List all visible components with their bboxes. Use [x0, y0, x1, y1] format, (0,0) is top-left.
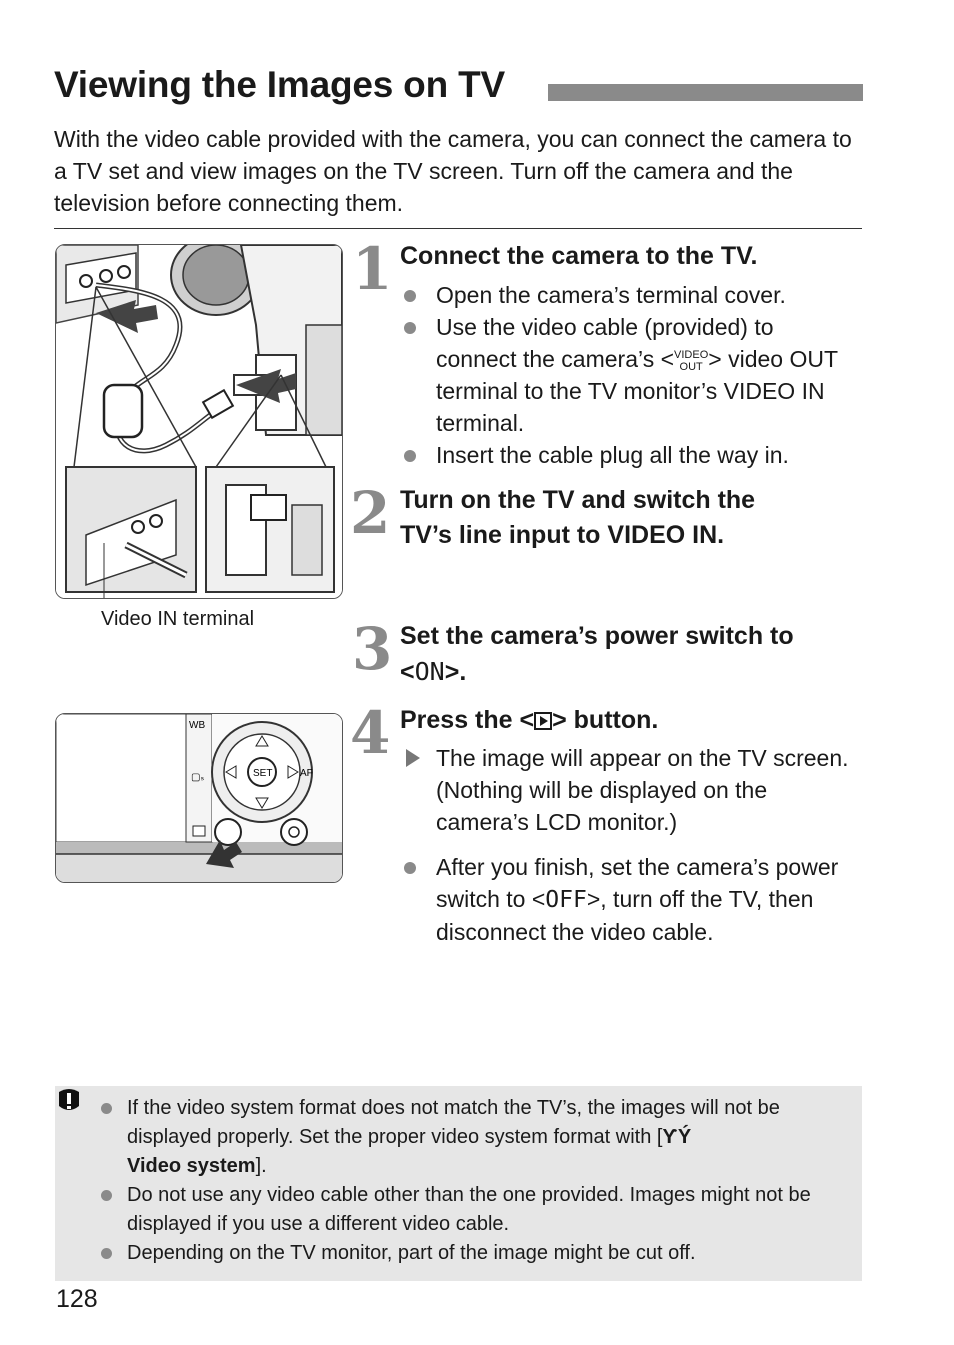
caution-icon [55, 1088, 83, 1116]
step-result: The image will appear on the TV screen. (Nothing will be displayed on the camera’s LCD monitor.) [436, 745, 849, 835]
step-heading: Set the camera’s power switch to [400, 622, 794, 650]
setup-menu-icon: ƳÝ [662, 1126, 692, 1148]
step-item [436, 311, 856, 439]
bullet [101, 1190, 112, 1201]
page-number: 128 [56, 1285, 98, 1313]
step-item-text: Use the video cable (provided) to connect the camera’s < [436, 314, 774, 372]
svg-text:SET: SET [253, 768, 273, 779]
step-number: 3 [352, 615, 393, 683]
step-heading: <ON>. [400, 657, 467, 686]
camera-back-illustration [55, 713, 343, 883]
section-divider [54, 228, 862, 229]
step-heading: Turn on the TV and switch the [400, 486, 756, 514]
svg-text:▢ₛ: ▢ₛ [191, 772, 205, 783]
note-item: If the video system format does not match the TV’s, the images will not be displayed properly. Set the proper video system format with [ƳÝ Video system]. [127, 1097, 780, 1177]
bullet [404, 450, 416, 462]
step-heading: Press the < > button. [400, 706, 659, 734]
power-on-label: ON [414, 657, 445, 686]
intro-text: With the video cable provided with the camera, you can connect the camera to a TV set and view images on the TV screen. Turn off the camera and the television before connecting them. [54, 126, 852, 216]
step-number: 4 [350, 699, 391, 767]
result-arrow-icon [406, 749, 420, 767]
step-heading: Connect the camera to the TV. [400, 242, 758, 270]
title-rule [548, 84, 863, 101]
svg-text:AF: AF [300, 768, 313, 779]
bullet [404, 322, 416, 334]
note-item: Depending on the TV monitor, part of the image might be cut off. [127, 1242, 696, 1264]
step-number: 2 [350, 479, 391, 547]
note-menu-item: Video system [127, 1155, 256, 1177]
video-out-icon: VIDEO OUT [674, 348, 709, 373]
power-off-label: OFF [545, 887, 587, 913]
bullet [101, 1248, 112, 1259]
connection-illustration [55, 244, 343, 599]
step-heading: TV’s line input to VIDEO IN. [400, 521, 725, 549]
step-number: 1 [352, 235, 393, 303]
step-item: Insert the cable plug all the way in. [436, 442, 789, 468]
step-item: After you finish, set the camera’s power switch to <OFF>, turn off the TV, then disconnect the video cable. [436, 854, 839, 945]
bullet [404, 290, 416, 302]
step-item: Open the camera’s terminal cover. [436, 282, 786, 308]
bullet [101, 1103, 112, 1114]
svg-text:WB: WB [189, 720, 206, 731]
playback-icon [534, 712, 552, 730]
step-item-text: > video OUT terminal to the TV monitor’s VIDEO IN terminal. [436, 346, 838, 436]
bullet [404, 862, 416, 874]
figure-caption: Video IN terminal [101, 608, 255, 630]
page-title: Viewing the Images on TV [54, 64, 505, 105]
note-item: Do not use any video cable other than the one provided. Images might not be displayed if you use a different video cable. [127, 1184, 811, 1235]
